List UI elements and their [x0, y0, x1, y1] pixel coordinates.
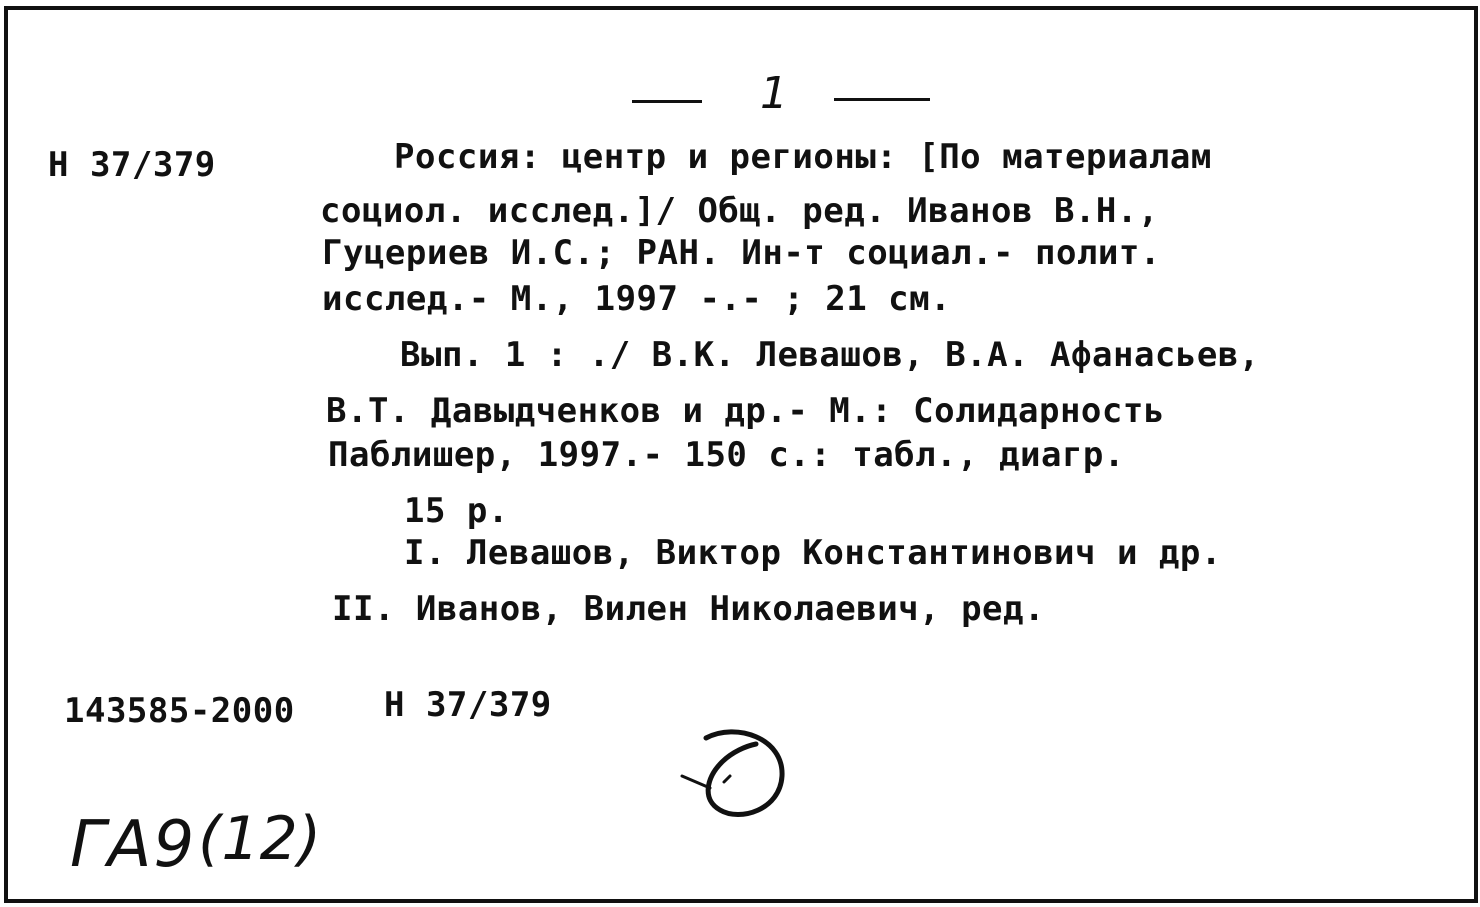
price: 15 р. — [404, 491, 509, 531]
description-line-6: В.Т. Давыдченков и др.- М.: Солидарность — [326, 391, 1165, 431]
inventory-number: 143585-2000 — [64, 691, 295, 731]
inventory-shelf-mark: Н 37/379 — [384, 685, 552, 725]
description-line-1-text: Россия: центр и регионы: [По материалам — [394, 137, 1212, 177]
description-line-2: социол. исслед.]/ Общ. ред. Иванов В.Н., — [320, 191, 1159, 231]
catalog-card — [4, 6, 1478, 903]
description-line-3: Гуцериев И.С.; РАН. Ин-т социал.- полит. — [322, 233, 1161, 273]
description-line-7: Паблишер, 1997.- 150 с.: табл., диагр. — [328, 435, 1125, 475]
handwritten-count: (12) — [198, 804, 322, 874]
number-dash-right — [834, 98, 930, 101]
description-line-5: Вып. 1 : ./ В.К. Левашов, В.А. Афанасьев, — [400, 335, 1260, 375]
number-dash-left — [632, 100, 702, 103]
added-entry-2: II. Иванов, Вилен Николаевич, ред. — [332, 589, 1045, 629]
card-number: 1 — [760, 68, 788, 119]
description-line-1 — [394, 138, 1432, 176]
shelf-mark: Н 37/379 — [48, 145, 216, 185]
circle-stamp-icon — [676, 718, 796, 828]
added-entry-1: I. Левашов, Виктор Константинович и др. — [404, 533, 1222, 573]
handwritten-code: ГА9 — [70, 808, 197, 882]
description-line-4: исслед.- М., 1997 -.- ; 21 см. — [322, 279, 952, 319]
